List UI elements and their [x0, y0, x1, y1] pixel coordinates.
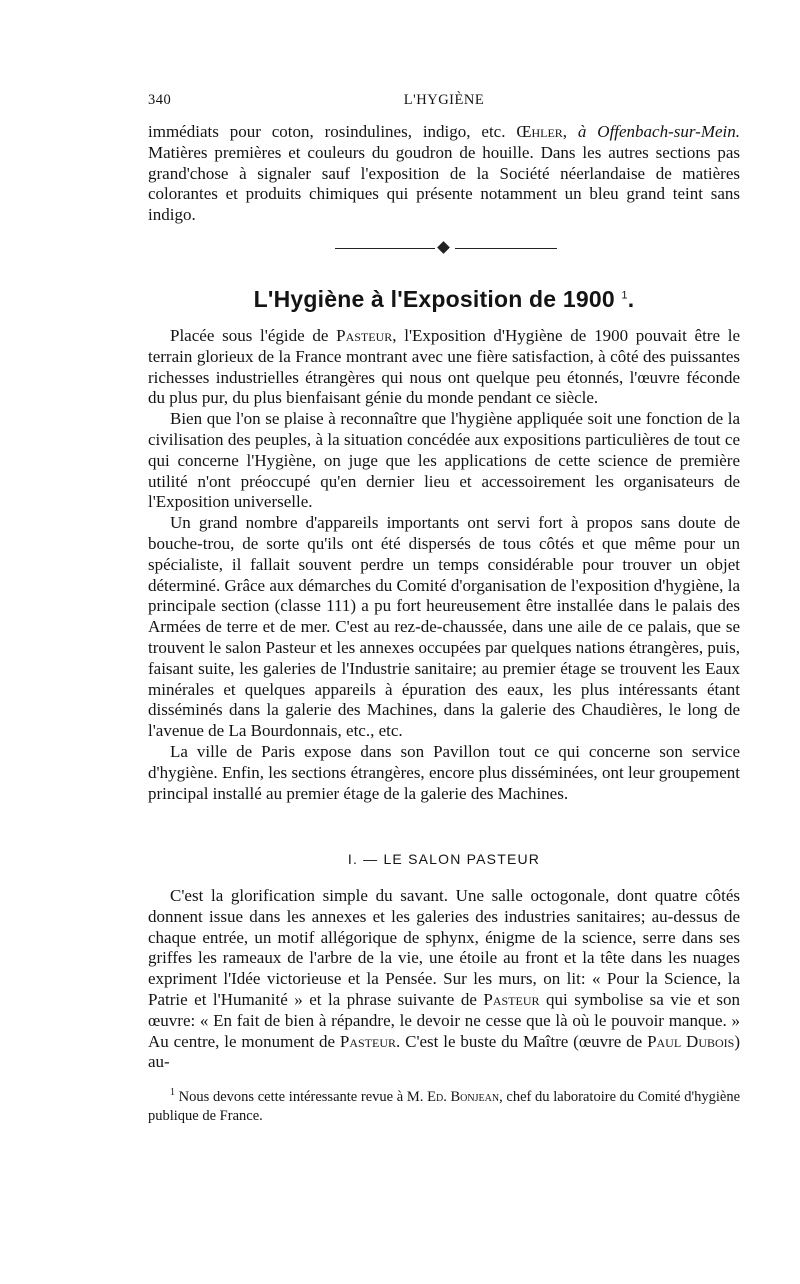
article-title-text: L'Hygiène à l'Exposition de 1900	[253, 286, 615, 312]
diamond-ornament-icon	[437, 241, 450, 254]
separator-line	[335, 248, 435, 249]
article-body	[148, 326, 740, 804]
place-name: à Offenbach-sur-Mein.	[577, 122, 740, 141]
section-heading: I. — LE SALON PASTEUR	[347, 851, 541, 867]
section-body	[148, 886, 740, 1073]
section-paragraph	[148, 886, 740, 1073]
footnote-text	[148, 1083, 740, 1126]
person-name: Œhler	[516, 122, 563, 141]
text-run: , chef du laboratoire du Comité d'hygiène publique de France.	[148, 1088, 741, 1124]
page-number: 340	[148, 92, 172, 108]
separator-line	[455, 248, 557, 249]
article-title	[148, 286, 740, 313]
person-name: Ed. Bonjean	[427, 1088, 500, 1105]
text-run: Matières premières et couleurs du goudron de houille. Dans les autres sections pas grand'chose à signaler sauf l'exposition de la Société néerlandaise de matières colorantes et produits chimiques qui présente notamment un bleu grand teint sans indigo.	[148, 142, 740, 225]
footnote	[148, 1083, 740, 1126]
text-run: , l'Exposition d'Hygiène de 1900 pouvait être le terrain glorieux de la France montrant avec une fière satisfaction, à côté des puissantes richesses industrielles étrangères qui nous ont quelque peu étonnés, l'œuvre féconde du plus pur, du plus bienfaisant génie du monde pendant ce siècle.	[148, 326, 740, 408]
ornamental-separator	[335, 243, 557, 255]
text-run: immédiats pour coton, rosindulines, indigo, etc.	[148, 122, 517, 141]
text-run: ,	[562, 122, 578, 141]
text-run: qui symbolise sa vie et son œuvre: « En fait de bien à répandre, le devoir ne cesse que là où le pouvoir manque. » Au centre, le monument de	[148, 989, 740, 1051]
paragraph-2: Bien que l'on se plaise à reconnaître que l'hygiène appliquée soit une fonction de la civilisation des peuples, à la situation concédée aux expositions particulières de tout ce qui concerne l'Hygiène, on juge que les applications de cette science de première utilité n'ont préoccupé qu'en dernier lieu et accessoirement les organisateurs de l'Exposition universelle.	[148, 409, 740, 512]
person-name: Pasteur	[339, 1031, 396, 1051]
person-name: Pasteur	[336, 326, 393, 345]
text-run: Placée sous l'égide de	[170, 326, 337, 345]
article-title-punctuation: .	[627, 286, 635, 312]
paragraph-3: Un grand nombre d'appareils importants ont servi fort à propos sans doute de bouche-trou, de sorte qu'ils ont été dispersés de tous côtés et que même pour un spécialiste, il fallait souvent perdre un temps considérable pour trouver un objet déterminé. Grâce aux démarches du Comité d'organisation de l'exposition d'hygiène, la principale section (classe 111) a pu fort heureusement être installée dans le palais des Armées de terre et de mer. C'est au rez-de-chaussée, dans une aile de ce palais, que se trouvent le salon Pasteur et les annexes occupées par quelques nations étrangères, puis, faisant suite, les galeries de l'Industrie sanitaire; au premier étage se trouvent les Eaux minérales et quelques appareils à épuration des eaux, les plus intéressants étant disséminés dans la galerie des Machines, dans la galerie des Chaudières, le long de l'avenue de La Bourdonnais, etc., etc.	[148, 513, 740, 741]
text-run: . C'est le buste du Maître (œuvre de	[396, 1031, 648, 1051]
paragraph-1	[148, 326, 740, 409]
text-run: ) au-	[148, 1031, 740, 1072]
footnote-mark: 1	[170, 1087, 175, 1098]
person-name: Paul Dubois	[647, 1031, 735, 1051]
person-name: Pasteur	[483, 989, 540, 1009]
paragraph-4: La ville de Paris expose dans son Pavillon tout ce qui concerne son service d'hygiène. Enfin, les sections étrangères, encore plus disséminées, ont leur groupement principal installé au premier étage de la galerie des Machines.	[148, 741, 740, 803]
text-run: C'est la glorification simple du savant. Une salle octogonale, dont quatre côtés donnent issue dans les annexes et les galeries des industries sanitaires; au-dessus de chaque entrée, un motif allégorique de sphynx, énigme de la science, serre dans ses griffes les rameaux de l'arbre de la vie, une étoile au front et la tête dans les nuages expriment l'Idée victorieuse et la Pensée. Sur les murs, on lit: « Pour la Science, la Patrie et l'Humanité » et la phrase suivante de	[148, 886, 740, 1009]
paragraph	[148, 122, 740, 226]
running-title: L'HYGIÈNE	[403, 92, 485, 108]
text-run: Nous devons cette intéressante revue à M.	[175, 1088, 428, 1105]
footnote-reference: 1	[621, 289, 628, 302]
continued-paragraph	[148, 122, 740, 226]
